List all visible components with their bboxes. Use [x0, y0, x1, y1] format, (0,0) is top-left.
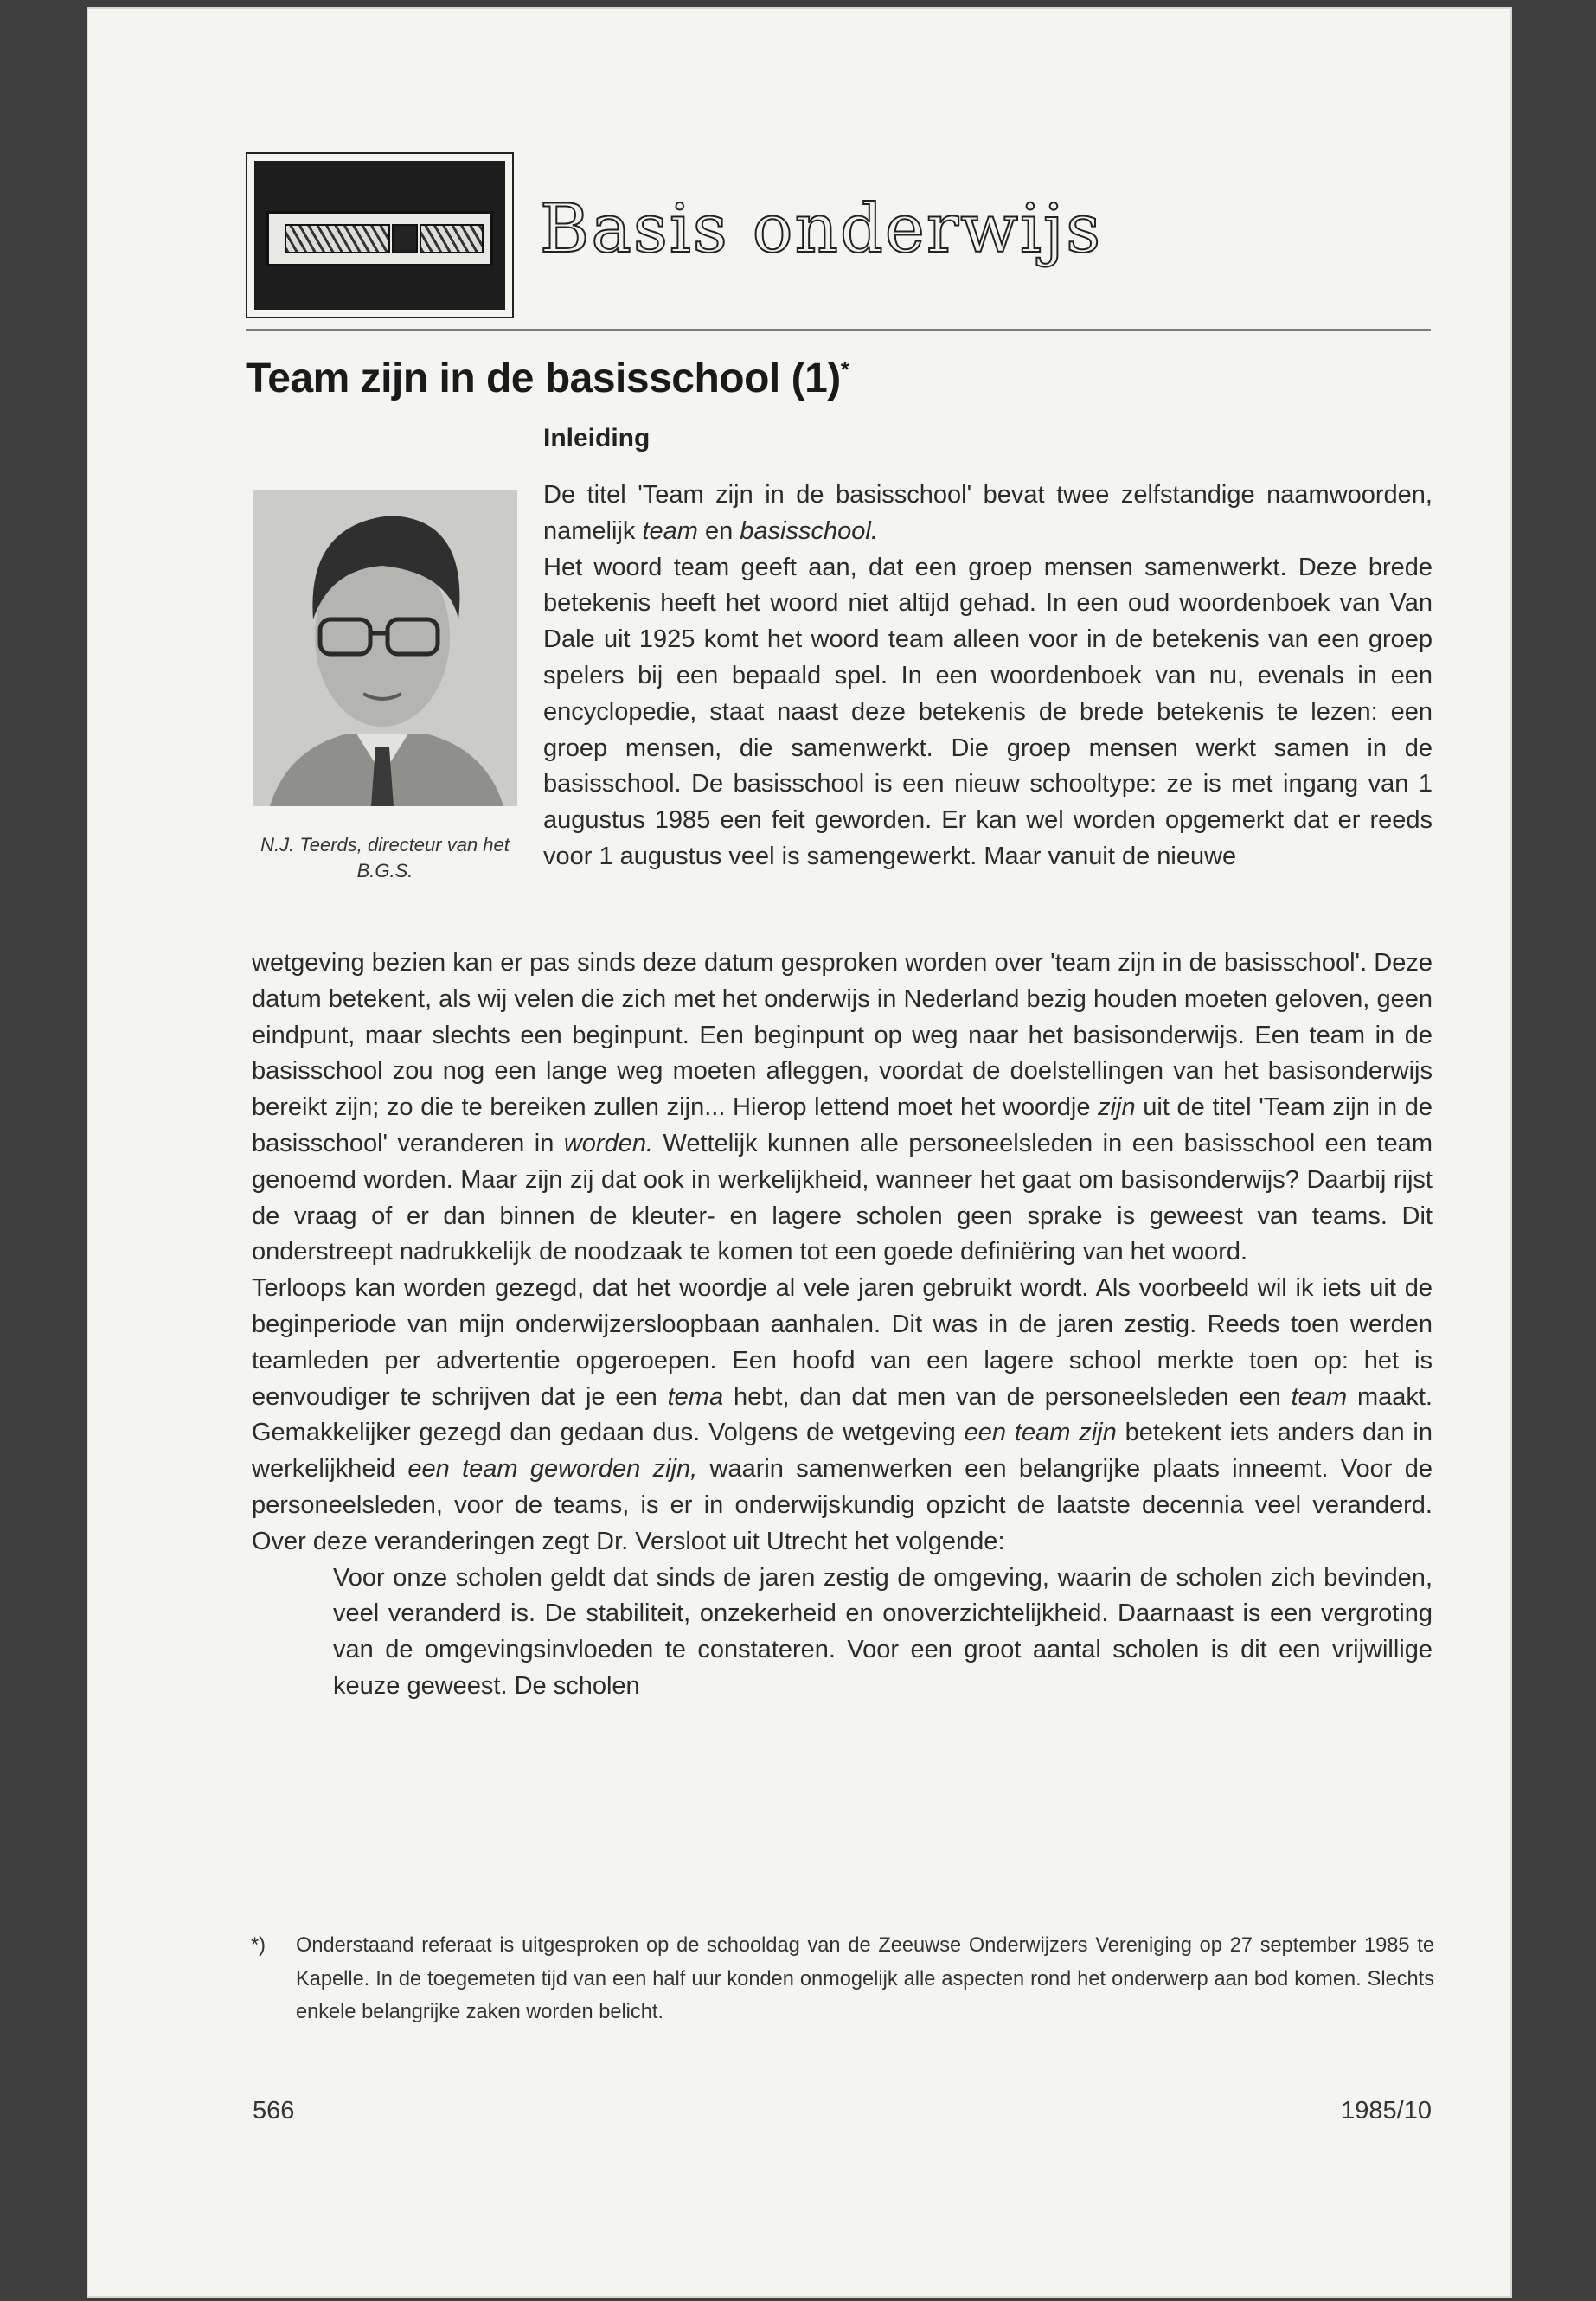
footnote: [251, 1929, 1434, 2029]
logo-building-facade: [266, 211, 493, 266]
photo-caption: N.J. Teerds, directeur van het B.G.S.: [260, 834, 510, 881]
article-body: [252, 945, 1433, 1705]
italic-term: worden.: [563, 1129, 654, 1157]
italic-term: tema: [667, 1382, 724, 1411]
article-intro-column: [543, 478, 1433, 875]
italic-term: basisschool.: [740, 516, 878, 545]
logo-background: [254, 161, 505, 310]
column-paragraph: Het woord team geeft aan, dat een groep mensen samenwerkt. Deze brede betekenis heeft het woord niet altijd gehad. In een oud woordenboek van Van Dale uit 1925 komt het woord team alleen voor in de betekenis van een groep spelers bij een bepaald spel. In een woordenboek van nu, evenals in een encyclopedie, staat naast deze betekenis de brede betekenis te lezen: een groep mensen, die samenwerkt. Die groep mensen werkt samen in de basisschool. De basisschool is een nieuw schooltype: ze is met ingang van 1 augustus 1985 een feit geworden. Er kan wel worden opgemerkt dat er reeds voor 1 augustus veel is samengewerkt. Maar vanuit de nieuwe: [543, 553, 1433, 870]
article-title-text: Team zijn in de basisschool (1): [246, 356, 841, 401]
author-portrait-illustration: [253, 490, 517, 806]
issue-number: 1985/10: [1341, 2097, 1432, 2125]
author-photo: [253, 490, 517, 806]
header-rule: [246, 329, 1431, 331]
block-quote: Voor onze scholen geldt dat sinds de jaren zestig de omgeving, waarin de scholen zich bevinden, veel veranderd is. De stabiliteit, onzekerheid en onoverzichtelijkheid. Daarnaast is een vergroting van de omgevingsinvloeden te constateren. Voor een groot aantal scholen is dit een vrijwillige keuze geweest. De scholen: [333, 1563, 1433, 1700]
text-run: uit de titel 'Team zijn in de basisschool' veranderen in: [252, 1093, 1433, 1157]
text-run: Terloops kan worden gezegd, dat het woordje al vele jaren gebruikt wordt. Als voorbeeld wil ik iets uit de beginperiode van mijn onderwijzersloopbaan aanhalen. Dit was in de jaren zestig. Reeds toen werden teamleden per advertentie opgeroepen. Een hoofd van een lagere school merkte toen op: het is eenvoudiger te schrijven dat je een: [252, 1274, 1433, 1411]
text-run: waarin samenwerken een belangrijke plaats inneemt. Voor de personeelsleden, voor de teams, is er in onderwijskundig opzicht de laatste decennia veel veranderd. Over deze veranderingen zegt Dr. Versloot uit Utrecht het volgende:: [252, 1455, 1433, 1555]
italic-term: team: [1291, 1382, 1348, 1411]
body-paragraph: [252, 1271, 1433, 1560]
title-footnote-marker: *: [840, 356, 849, 382]
footnote-text: Onderstaand referaat is uitgesproken op de schooldag van de Zeeuwse Onderwijzers Vereniging op 27 september 1985 te Kapelle. In de toegemeten tijd van een half uur konden onmogelijk alle aspecten rond het onderwerp aan bod komen. Slechts enkele belangrijke zaken worden belicht.: [296, 1934, 1434, 2023]
school-building-logo: [246, 152, 514, 318]
article-title: [246, 355, 849, 402]
page-number: 566: [253, 2097, 295, 2125]
italic-term: team: [642, 516, 698, 545]
text-run: De titel 'Team zijn in de basisschool' bevat twee zelfstandige naamwoorden, namelijk: [543, 481, 1433, 545]
italic-term: een team geworden zijn,: [407, 1455, 698, 1484]
text-run: betekent iets anders dan in werkelijkheid: [252, 1419, 1433, 1484]
continued-paragraph: [252, 945, 1433, 1271]
text-run: wetgeving bezien kan er pas sinds deze datum gesproken worden over 'team zijn in de basisschool'. Deze datum betekent, als wij velen die zich met het onderwijs in Nederland bezig houden moeten geloven, geen eindpunt, maar slechts een beginpunt. Een beginpunt op weg naar het basisonderwijs. Een team in de basisschool zou nog een lange weg moeten afleggen, voordat de doelstellingen van het basisonderwijs bereikt zijn; zo die te bereiken zullen zijn... Hierop lettend moet het woordje: [252, 949, 1433, 1122]
logo-window: [420, 224, 484, 253]
italic-term: een team zijn: [964, 1419, 1117, 1447]
logo-door: [392, 224, 418, 253]
intro-paragraph: [543, 478, 1433, 550]
italic-term: zijn: [1098, 1093, 1136, 1122]
text-run: Wettelijk kunnen alle personeelsleden in een basisschool een team genoemd worden. Maar zijn zij dat ook in werkelijkheid, wanneer het gaat om basisonderwijs? Daarbij rijst de vraag of er dan binnen de kleuter- en lagere scholen geen sprake is geweest van teams. Dit onderstreept nadrukkelijk de noodzaak te komen tot een goede definiëring van het woord.: [252, 1129, 1433, 1266]
logo-window: [285, 224, 390, 253]
footnote-marker: *): [251, 1934, 266, 1957]
section-heading: Inleiding: [543, 424, 651, 452]
text-run: maakt. Gemakkelijker gezegd dan gedaan dus. Volgens de wetgeving: [252, 1382, 1433, 1447]
text-run: hebt, dan dat men van de personeelsleden een: [723, 1382, 1292, 1411]
text-run: en: [697, 516, 740, 545]
section-masthead-title: Basis onderwijs: [540, 190, 1103, 268]
